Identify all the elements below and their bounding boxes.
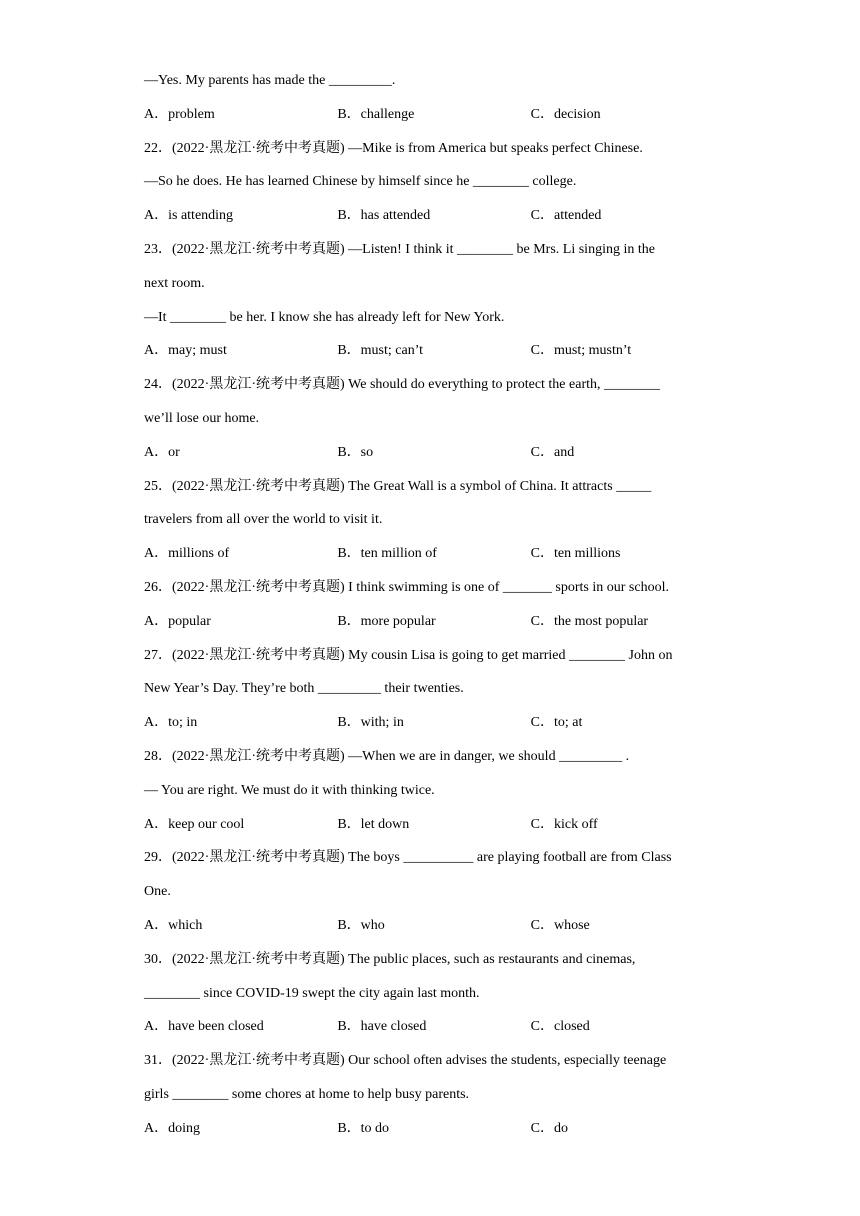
question-text-line: 28．(2022·黑龙江·统考中考真题) —When we are in danger, we should _________ . <box>144 748 630 764</box>
answer-options <box>144 537 724 571</box>
answer-option: C．ten millions <box>530 546 621 562</box>
answer-options <box>144 808 724 842</box>
answer-option: C．kick off <box>530 816 598 832</box>
answer-option: A．have been closed <box>144 1019 264 1035</box>
answer-option: C．to; at <box>530 715 583 731</box>
question-text-line: —So he does. He has learned Chinese by himself since he ________ college. <box>144 174 577 190</box>
answer-options <box>144 605 724 639</box>
answer-options <box>144 1112 724 1146</box>
answer-option: B．who <box>337 917 385 933</box>
question-text-line: 23．(2022·黑龙江·统考中考真题) —Listen! I think it ________ be Mrs. Li singing in the <box>144 241 655 257</box>
answer-option: B．with; in <box>337 715 404 731</box>
answer-options <box>144 334 724 368</box>
answer-option: C．do <box>530 1120 568 1136</box>
question-text-line: 24．(2022·黑龙江·统考中考真题) We should do everything to protect the earth, ________ <box>144 377 661 393</box>
question-text-line: 26．(2022·黑龙江·统考中考真题) I think swimming is one of _______ sports in our school. <box>144 579 669 595</box>
answer-options <box>144 1010 724 1044</box>
question-text-line: New Year’s Day. They’re both _________ their twenties. <box>144 681 464 697</box>
answer-option: C．attended <box>530 208 602 224</box>
answer-option: A．to; in <box>144 715 198 731</box>
question-text-line: ________ since COVID-19 swept the city again last month. <box>144 985 480 1001</box>
answer-options <box>144 436 724 470</box>
answer-option: B．has attended <box>337 208 431 224</box>
question-text-line: 30．(2022·黑龙江·统考中考真题) The public places, such as restaurants and cinemas, <box>144 951 636 967</box>
question-text-line: — You are right. We must do it with thinking twice. <box>144 782 435 798</box>
answer-option: A．keep our cool <box>144 816 245 832</box>
question-text-line: 22．(2022·黑龙江·统考中考真题) —Mike is from America but speaks perfect Chinese. <box>144 140 643 156</box>
question-text-line: girls ________ some chores at home to help busy parents. <box>144 1086 470 1102</box>
answer-option: A．doing <box>144 1120 200 1136</box>
question-text-line: we’ll lose our home. <box>144 410 260 426</box>
answer-options <box>144 98 724 132</box>
answer-option: A．problem <box>144 106 215 122</box>
question-text-line: 25．(2022·黑龙江·统考中考真题) The Great Wall is a symbol of China. It attracts _____ <box>144 478 652 494</box>
answer-options <box>144 706 724 740</box>
question-text-line: 27．(2022·黑龙江·统考中考真题) My cousin Lisa is going to get married ________ John on <box>144 647 673 663</box>
answer-option: A．or <box>144 444 180 460</box>
answer-option: C．closed <box>530 1019 590 1035</box>
answer-option: A．is attending <box>144 208 234 224</box>
answer-option: A．may; must <box>144 343 227 359</box>
answer-option: B．challenge <box>337 106 415 122</box>
answer-option: B．more popular <box>337 613 436 629</box>
answer-option: B．so <box>337 444 374 460</box>
answer-option: C．must; mustn’t <box>530 343 632 359</box>
answer-option: B．let down <box>337 816 410 832</box>
question-text-line: travelers from all over the world to visit it. <box>144 512 383 528</box>
question-text-line: —It ________ be her. I know she has already left for New York. <box>144 309 505 325</box>
answer-option: C．decision <box>530 106 601 122</box>
answer-options <box>144 909 724 943</box>
answer-option: C．and <box>530 444 575 460</box>
question-text-line: 29．(2022·黑龙江·统考中考真题) The boys __________ are playing football are from Class <box>144 850 672 866</box>
answer-option: C．the most popular <box>530 613 649 629</box>
answer-option: B．must; can’t <box>337 343 424 359</box>
answer-option: A．millions of <box>144 546 230 562</box>
answer-option: A．which <box>144 917 203 933</box>
answer-option: B．have closed <box>337 1019 427 1035</box>
question-text-line: —Yes. My parents has made the _________. <box>144 73 396 88</box>
question-text-line: 31．(2022·黑龙江·统考中考真题) Our school often advises the students, especially teenage <box>144 1053 667 1069</box>
document-page <box>144 64 724 1146</box>
answer-options <box>144 199 724 233</box>
answer-option: C．whose <box>530 917 590 933</box>
answer-option: A．popular <box>144 613 211 629</box>
question-text-line: One. <box>144 884 171 900</box>
answer-option: B．to do <box>337 1120 390 1136</box>
answer-option: B．ten million of <box>337 546 437 562</box>
question-text-line: next room. <box>144 275 205 291</box>
